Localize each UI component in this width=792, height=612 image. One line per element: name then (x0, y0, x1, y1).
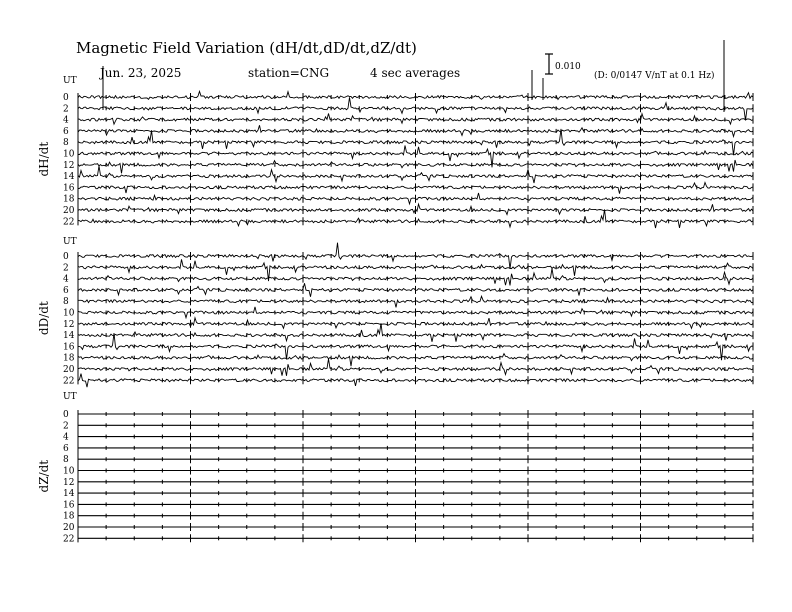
row-hour-label: 12 (63, 319, 75, 330)
row-hour-label: 18 (63, 511, 75, 522)
row-hour-label: 0 (63, 252, 69, 262)
ut-label: UT (63, 392, 77, 402)
panel-axis-label: dD/dt (37, 301, 51, 336)
row-hour-label: 10 (63, 308, 75, 319)
scale-value-label: 0.010 (555, 62, 581, 72)
row-hour-label: 2 (63, 263, 69, 274)
row-hour-label: 4 (63, 115, 69, 126)
chart-title: Magnetic Field Variation (dH/dt,dD/dt,dZ/dt) (76, 39, 417, 57)
row-hour-label: 0 (63, 93, 69, 103)
ut-label: UT (63, 76, 77, 86)
row-hour-label: 4 (63, 274, 69, 285)
row-hour-label: 22 (63, 217, 75, 228)
row-hour-label: 12 (63, 160, 75, 171)
row-hour-label: 8 (63, 455, 69, 466)
row-hour-label: 16 (63, 342, 75, 353)
row-hour-label: 8 (63, 138, 69, 149)
row-hour-label: 8 (63, 297, 69, 308)
row-hour-label: 16 (63, 500, 75, 511)
row-hour-label: 10 (63, 149, 75, 160)
row-hour-label: 18 (63, 353, 75, 364)
row-hour-label: 0 (63, 410, 69, 420)
scale-bar (545, 54, 553, 74)
row-hour-label: 4 (63, 432, 69, 443)
scale-note-label: (D: 0/0147 V/nT at 0.1 Hz) (594, 71, 715, 81)
row-hour-label: 12 (63, 477, 75, 488)
row-hour-label: 20 (63, 206, 75, 216)
panel-2 (37, 237, 753, 387)
panel-axis-label: dZ/dt (37, 459, 51, 493)
row-hour-label: 6 (63, 126, 69, 137)
row-hour-label: 14 (63, 172, 75, 183)
row-hour-label: 16 (63, 183, 75, 194)
station-label: station=CNG (248, 66, 330, 80)
row-hour-label: 22 (63, 534, 75, 545)
row-hour-label: 14 (63, 331, 75, 342)
row-hour-label: 20 (63, 365, 75, 375)
row-hour-label: 20 (63, 523, 75, 533)
row-hour-label: 22 (63, 376, 75, 387)
panel-1 (37, 76, 753, 228)
row-hour-label: 2 (63, 421, 69, 432)
panel-3 (37, 392, 753, 544)
row-hour-label: 10 (63, 466, 75, 477)
date-label: Jun. 23, 2025 (100, 66, 182, 80)
panel-axis-label: dH/dt (37, 141, 51, 177)
trace-line-6 (78, 283, 753, 297)
row-hour-label: 6 (63, 285, 69, 296)
row-hour-label: 14 (63, 489, 75, 500)
averaging-label: 4 sec averages (370, 66, 461, 80)
row-hour-label: 2 (63, 104, 69, 115)
ut-label: UT (63, 237, 77, 247)
row-hour-label: 18 (63, 194, 75, 205)
row-hour-label: 6 (63, 443, 69, 454)
